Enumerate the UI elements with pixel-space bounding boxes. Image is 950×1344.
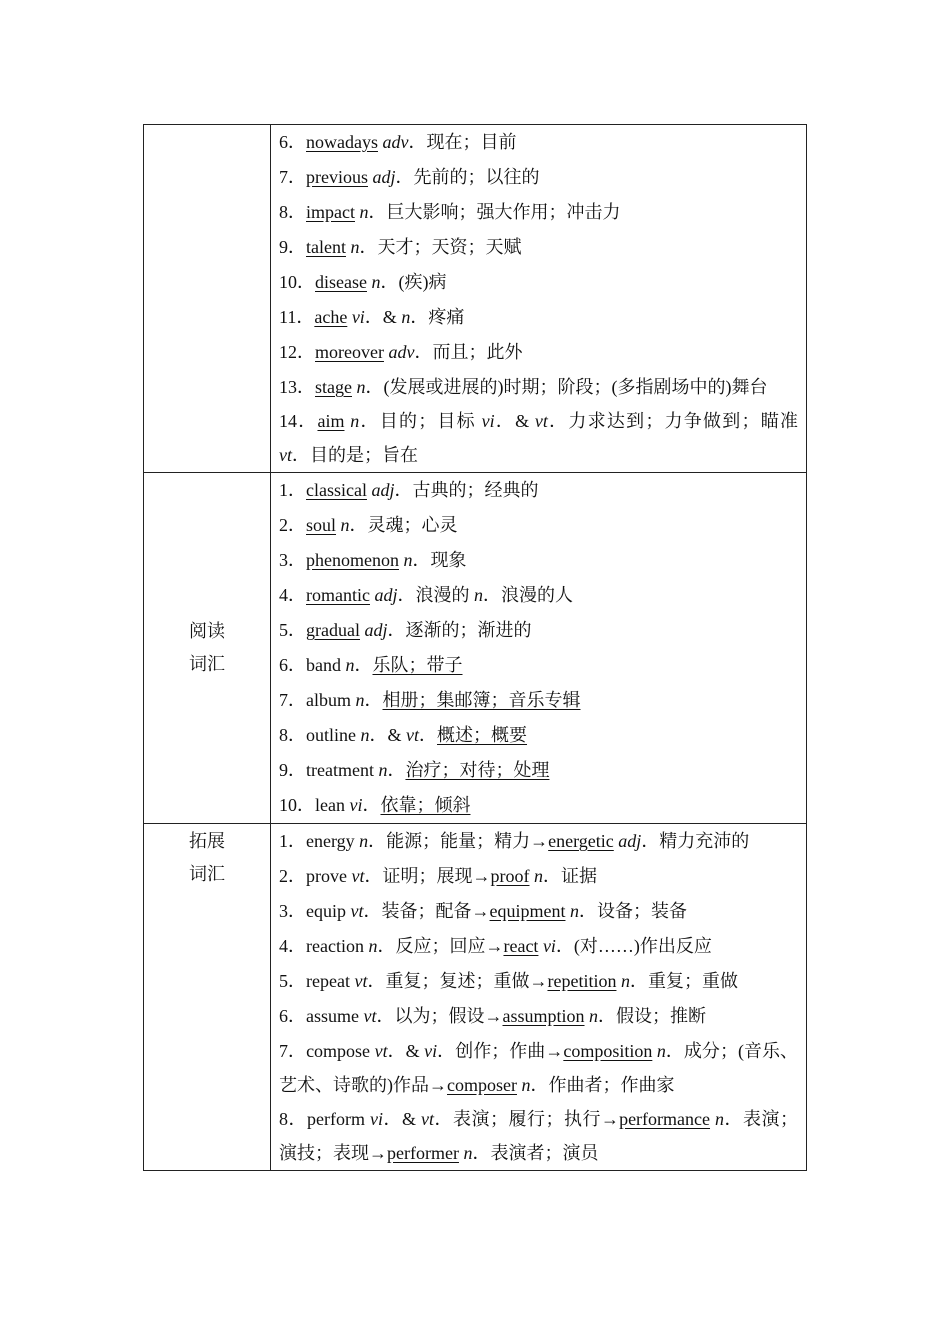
section-reading-vocab [144, 473, 807, 824]
list-item: 1．classical adj．古典的；经典的 [279, 480, 539, 500]
list-item: 5．gradual adj．逐渐的；渐进的 [279, 620, 532, 640]
list-item: 2．soul n．灵魂；心灵 [279, 515, 458, 535]
list-item: 11．ache vi．& n．疼痛 [279, 307, 465, 327]
list-item: 3．phenomenon n．现象 [279, 550, 467, 570]
section-content [271, 824, 807, 1171]
list-item: 12．moreover adv．而且；此外 [279, 342, 523, 362]
section-content [271, 473, 807, 824]
list-item: 4．reaction n．反应；回应→react vi．(对……)作出反应 [279, 936, 712, 956]
list-item: 13．stage n．(发展或进展的)时期；阶段；(多指剧场中的)舞台 [279, 377, 768, 397]
list-item: 4．romantic adj．浪漫的 n．浪漫的人 [279, 585, 573, 605]
list-item: 10．lean vi．依靠；倾斜 [279, 795, 471, 815]
section-extended-vocab [144, 824, 807, 1171]
vocabulary-table [143, 124, 807, 1171]
list-item: 9．treatment n．治疗；对待；处理 [279, 760, 550, 780]
section-label-empty [144, 125, 271, 473]
section-content [271, 125, 807, 473]
list-item: 6．assume vt．以为；假设→assumption n．假设；推断 [279, 1006, 707, 1026]
list-item: 14．aim n．目的；目标 vi．& vt．力求达到；力争做到；瞄准 vt．目的是；旨在 [279, 411, 799, 465]
list-item: 7．compose vt．& vi．创作；作曲→composition n．成分；(音乐、艺术、诗歌的)作品→composer n．作曲者；作曲家 [279, 1041, 799, 1095]
list-item: 5．repeat vt．重复；复述；重做→repetition n．重复；重做 [279, 971, 738, 991]
list-item: 6．nowadays adv．现在；目前 [279, 132, 517, 152]
list-item: 7．previous adj．先前的；以往的 [279, 167, 540, 187]
list-item: 1．energy n．能源；能量；精力→energetic adj．精力充沛的 [279, 831, 750, 851]
section-label: 阅读 词汇 [144, 473, 271, 824]
list-item: 8．outline n．& vt．概述；概要 [279, 725, 528, 745]
list-item: 7．album n．相册；集邮簿；音乐专辑 [279, 690, 581, 710]
list-item: 2．prove vt．证明；展现→proof n．证据 [279, 866, 597, 886]
section-core-continued [144, 125, 807, 473]
section-label: 拓展 词汇 [144, 824, 271, 1171]
list-item: 9．talent n．天才；天资；天赋 [279, 237, 522, 257]
list-item: 6．band n．乐队；带子 [279, 655, 463, 675]
list-item: 3．equip vt．装备；配备→equipment n．设备；装备 [279, 901, 687, 921]
list-item: 8．impact n．巨大影响；强大作用；冲击力 [279, 202, 621, 222]
list-item: 10．disease n．(疾)病 [279, 272, 447, 292]
list-item: 8．perform vi．& vt．表演；履行；执行→performance n．表演；演技；表现→performer n．表演者；演员 [279, 1109, 799, 1163]
